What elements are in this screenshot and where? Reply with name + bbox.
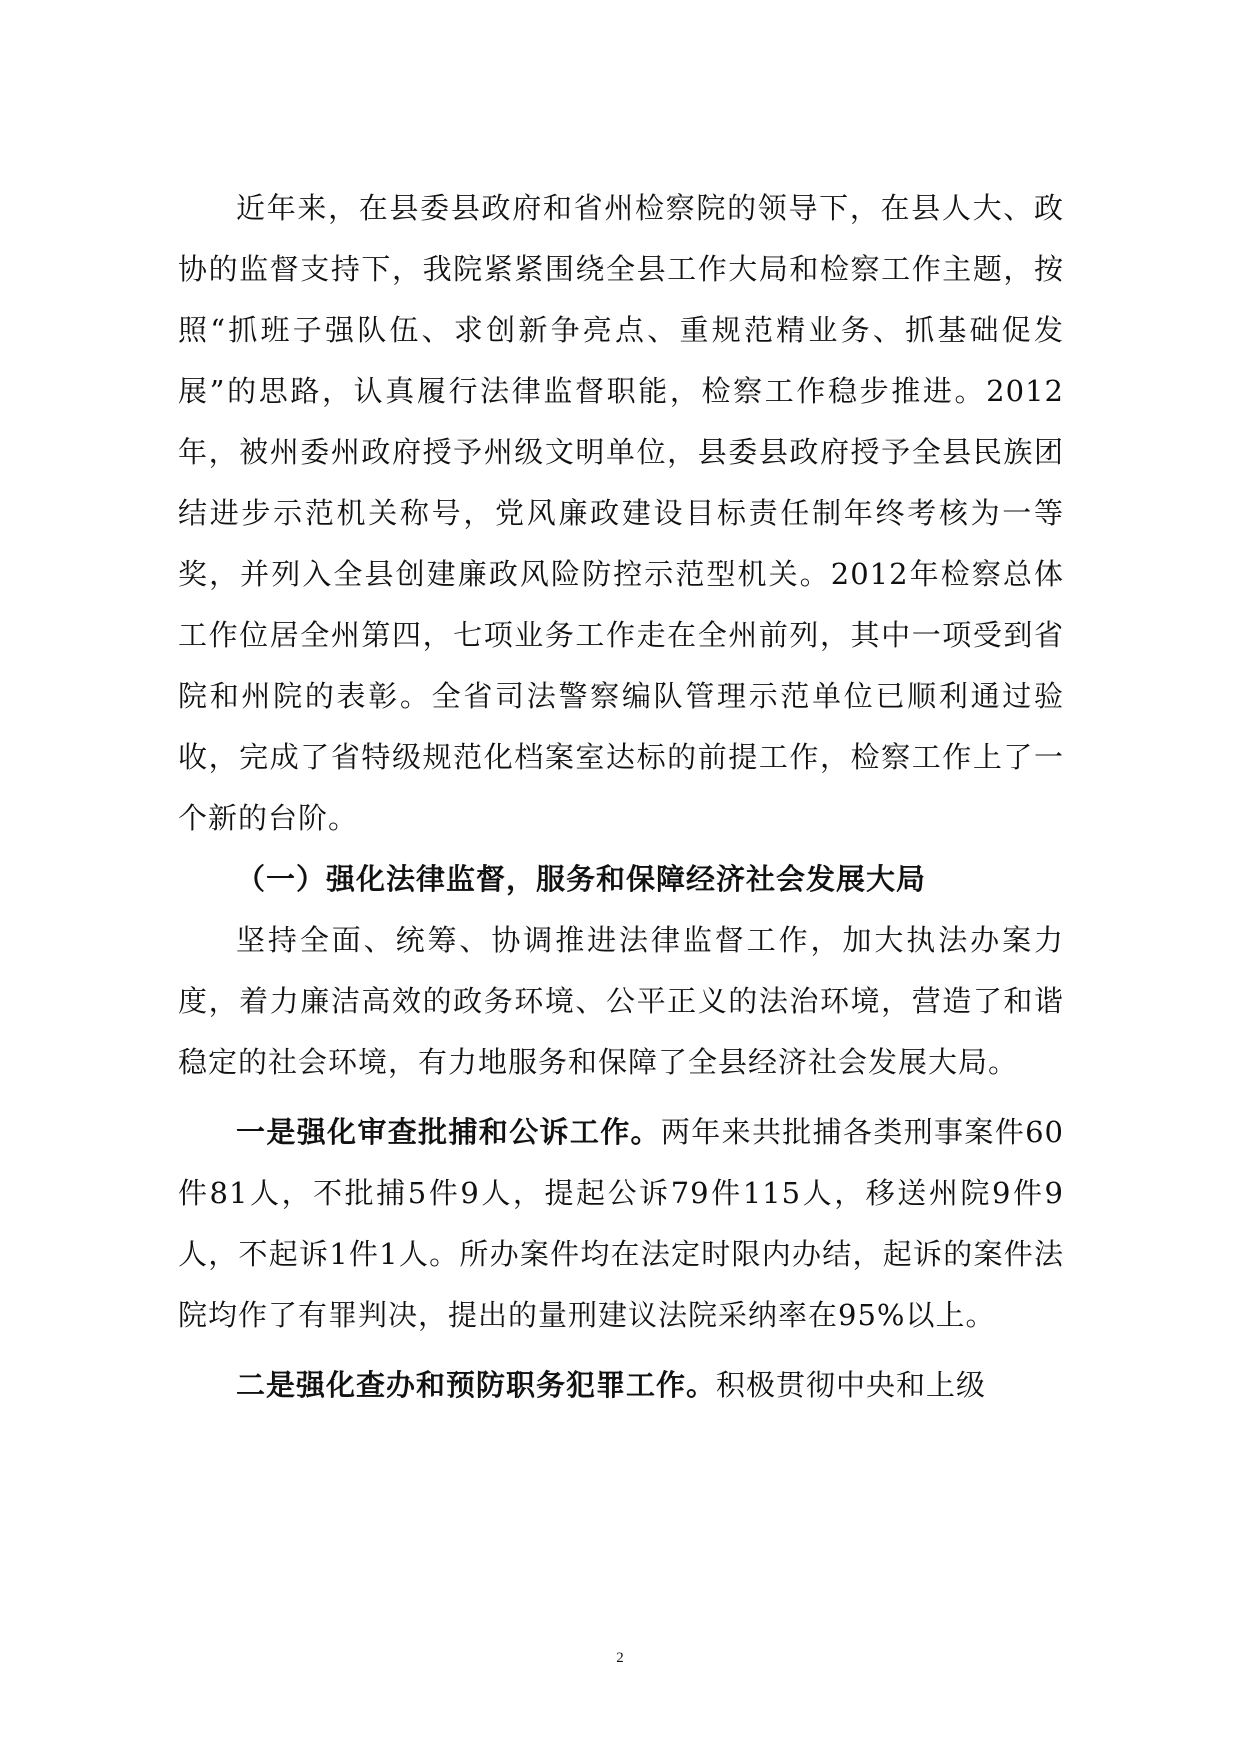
section-heading: （一）强化法律监督，服务和保障经济社会发展大局 bbox=[236, 862, 927, 896]
item-two-paragraph bbox=[178, 1355, 1064, 1416]
section-paragraph: 坚持全面、统筹、协调推进法律监督工作，加大执法办案力度，着力廉洁高效的政务环境、公平正义的法治环境，营造了和谐稳定的社会环境，有力地服务和保障了全县经济社会发展大局。 bbox=[178, 923, 1064, 1079]
item-one-paragraph bbox=[178, 1102, 1064, 1346]
item-two-lead: 二是强化查办和预防职务犯罪工作。 bbox=[236, 1368, 717, 1402]
page-number: 2 bbox=[616, 1650, 624, 1666]
item-one-text: 两年来共批捕各类刑事案件60件81人，不批捕5件9人，提起公诉79件115人，移送州院9件9人，不起诉1件1人。所办案件均在法定时限内办结，起诉的案件法院均作了有罪判决，提出的量刑建议法院采纳率在95%以上。 bbox=[178, 1115, 1064, 1332]
document-body bbox=[178, 178, 1064, 1416]
item-two-text: 积极贯彻中央和上级 bbox=[716, 1368, 987, 1402]
item-one-lead: 一是强化审查批捕和公诉工作。 bbox=[236, 1115, 661, 1149]
intro-paragraph: 近年来，在县委县政府和省州检察院的领导下，在县人大、政协的监督支持下，我院紧紧围绕全县工作大局和检察工作主题，按照“抓班子强队伍、求创新争亮点、重规范精业务、抓基础促发展”的思路，认真履行法律监督职能，检察工作稳步推进。2012年，被州委州政府授予州级文明单位，县委县政府授予全县民族团结进步示范机关称号，党风廉政建设目标责任制年终考核为一等奖，并列入全县创建廉政风险防控示范型机关。2012年检察总体工作位居全州第四，七项业务工作走在全州前列，其中一项受到省院和州院的表彰。全省司法警察编队管理示范单位已顺利通过验收，完成了省特级规范化档案室达标的前提工作，检察工作上了一个新的台阶。 bbox=[178, 191, 1064, 835]
